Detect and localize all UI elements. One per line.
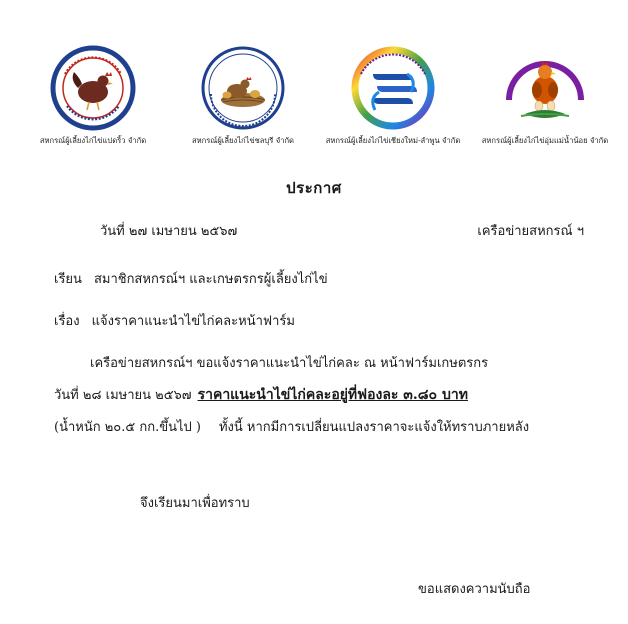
chicken-emblem-icon xyxy=(47,44,139,132)
inform-statement: จึงเรียนมาเพื่อทราบ xyxy=(140,496,250,511)
recommended-price: ราคาแนะนำไข่ไก่คละอยู่ที่ฟองละ ๓.๘๐ บาท xyxy=(197,387,468,403)
body-paragraph-line-1: เครือข่ายสหกรณ์ฯ ขอแจ้งราคาแนะนำไข่ไก่คละ ณ หน้าฟาร์มเกษตรกร xyxy=(90,356,489,371)
logo-caption: สหกรณ์ผู้เลี้ยงไก่ไข่แปดริ้ว จำกัด xyxy=(39,136,147,145)
closing-salutation: ขอแสดงความนับถือ xyxy=(418,582,531,597)
logo-caption: สหกรณ์ผู้เลี้ยงไก่ไข่ชลบุรี จำกัด xyxy=(191,136,294,145)
subject-label: เรื่อง xyxy=(54,314,80,329)
cooperative-logo-row xyxy=(0,44,628,154)
chicken-nest-icon xyxy=(197,44,289,132)
recipient-value: สมาชิกสหกรณ์ฯ และเกษตรกรผู้เลี้ยงไก่ไข่ xyxy=(93,272,328,287)
recipient-line xyxy=(54,268,328,289)
body-paragraph-line-2 xyxy=(54,384,468,406)
subject-value: แจ้งราคาแนะนำไข่ไก่คละหน้าฟาร์ม xyxy=(91,314,295,329)
price-change-note: ทั้งนี้ หากมีการเปลี่ยนแปลงราคาจะแจ้งให้ทราบภายหลัง xyxy=(218,420,530,435)
recipient-label: เรียน xyxy=(54,272,82,287)
logo-caption: สหกรณ์ผู้เลี้ยงไก่ไข่เชียงใหม่-ลำพูน จำกัด xyxy=(325,136,461,145)
subject-line xyxy=(54,310,295,331)
rainbow-ring-icon xyxy=(347,44,439,132)
body-paragraph-line-3 xyxy=(54,416,529,437)
logo-chonburi-cooperative xyxy=(168,44,318,145)
logo-caption: สหกรณ์ผู้เลี้ยงไก่ไข่อุ่มแม่น้ำน้อย จำกัด xyxy=(481,136,609,145)
effective-date: วันที่ ๒๘ เมษายน ๒๕๖๗ xyxy=(54,388,192,403)
logo-paedriw-cooperative xyxy=(18,44,168,145)
announcement-date: วันที่ ๒๗ เมษายน ๒๕๖๗ xyxy=(100,224,238,239)
announcement-title: ประกาศ xyxy=(286,179,342,197)
hen-on-eggs-icon xyxy=(499,44,591,132)
logo-chiangmai-lamphun-cooperative xyxy=(318,44,468,145)
issuer-name: เครือข่ายสหกรณ์ ฯ xyxy=(477,224,584,239)
weight-condition: (น้ำหนัก ๒๐.๕ กก.ขึ้นไป ) xyxy=(54,420,201,435)
logo-ummaenamnoi-cooperative xyxy=(470,44,620,145)
